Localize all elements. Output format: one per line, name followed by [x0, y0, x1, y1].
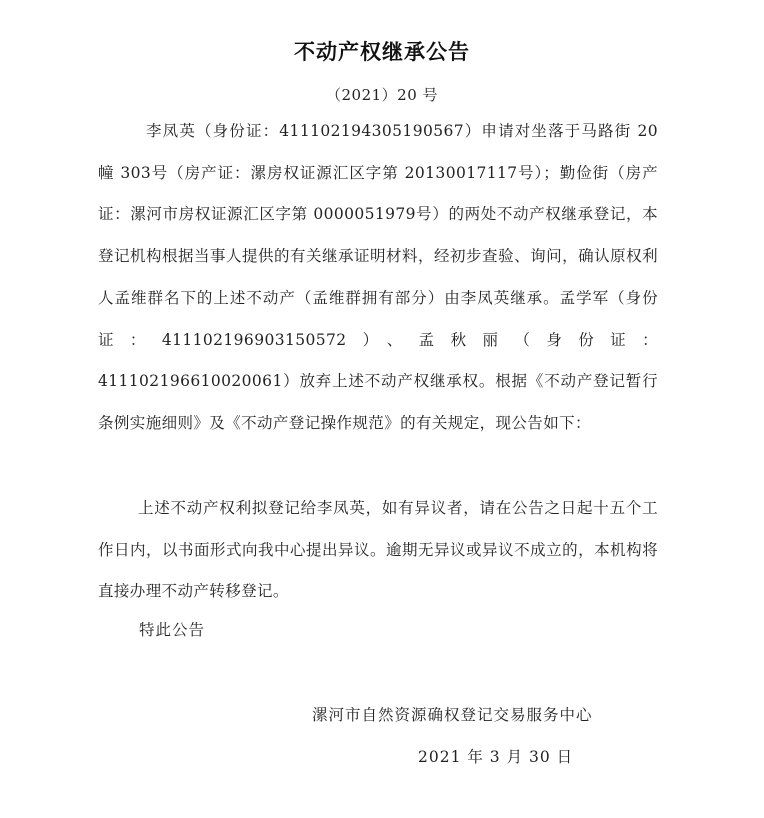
- closing-phrase: 特此公告: [139, 621, 206, 639]
- notice-paragraph-application: 李凤英（身份证：411102194305190567）申请对坐落于马路街 20幢 303号（房产证：漯房权证源汇区字第 20130017117号）；勤俭街（房产证：漯河市房权证源汇区字第 0000051979号）的两处不动产权继承登记，本登记机构根据当事人提供的有关继承证明材料，经初步查验、询问，确认原权利人孟维群名下的上述不动产（孟维群拥有部分）由李凤英继承。孟学军（身份证：411102196903150572）、孟秋丽（身份证：411102196610020061）放弃上述不动产权继承权。根据《不动产登记暂行条例实施细则》及《不动产登记操作规范》的有关规定，现公告如下：: [98, 122, 658, 432]
- issue-date: 2021 年 3 月 30 日: [418, 748, 574, 766]
- notice-title: 不动产权继承公告: [294, 40, 470, 64]
- notice-paragraph-objection: 上述不动产权利拟登记给李凤英，如有异议者，请在公告之日起十五个工作日内，以书面形式向我中心提出异议。逾期无异议或异议不成立的，本机构将直接办理不动产转移登记。: [98, 499, 658, 601]
- document-number: （2021）20 号: [325, 86, 439, 104]
- issuing-organization: 漯河市自然资源确权登记交易服务中心: [312, 706, 593, 724]
